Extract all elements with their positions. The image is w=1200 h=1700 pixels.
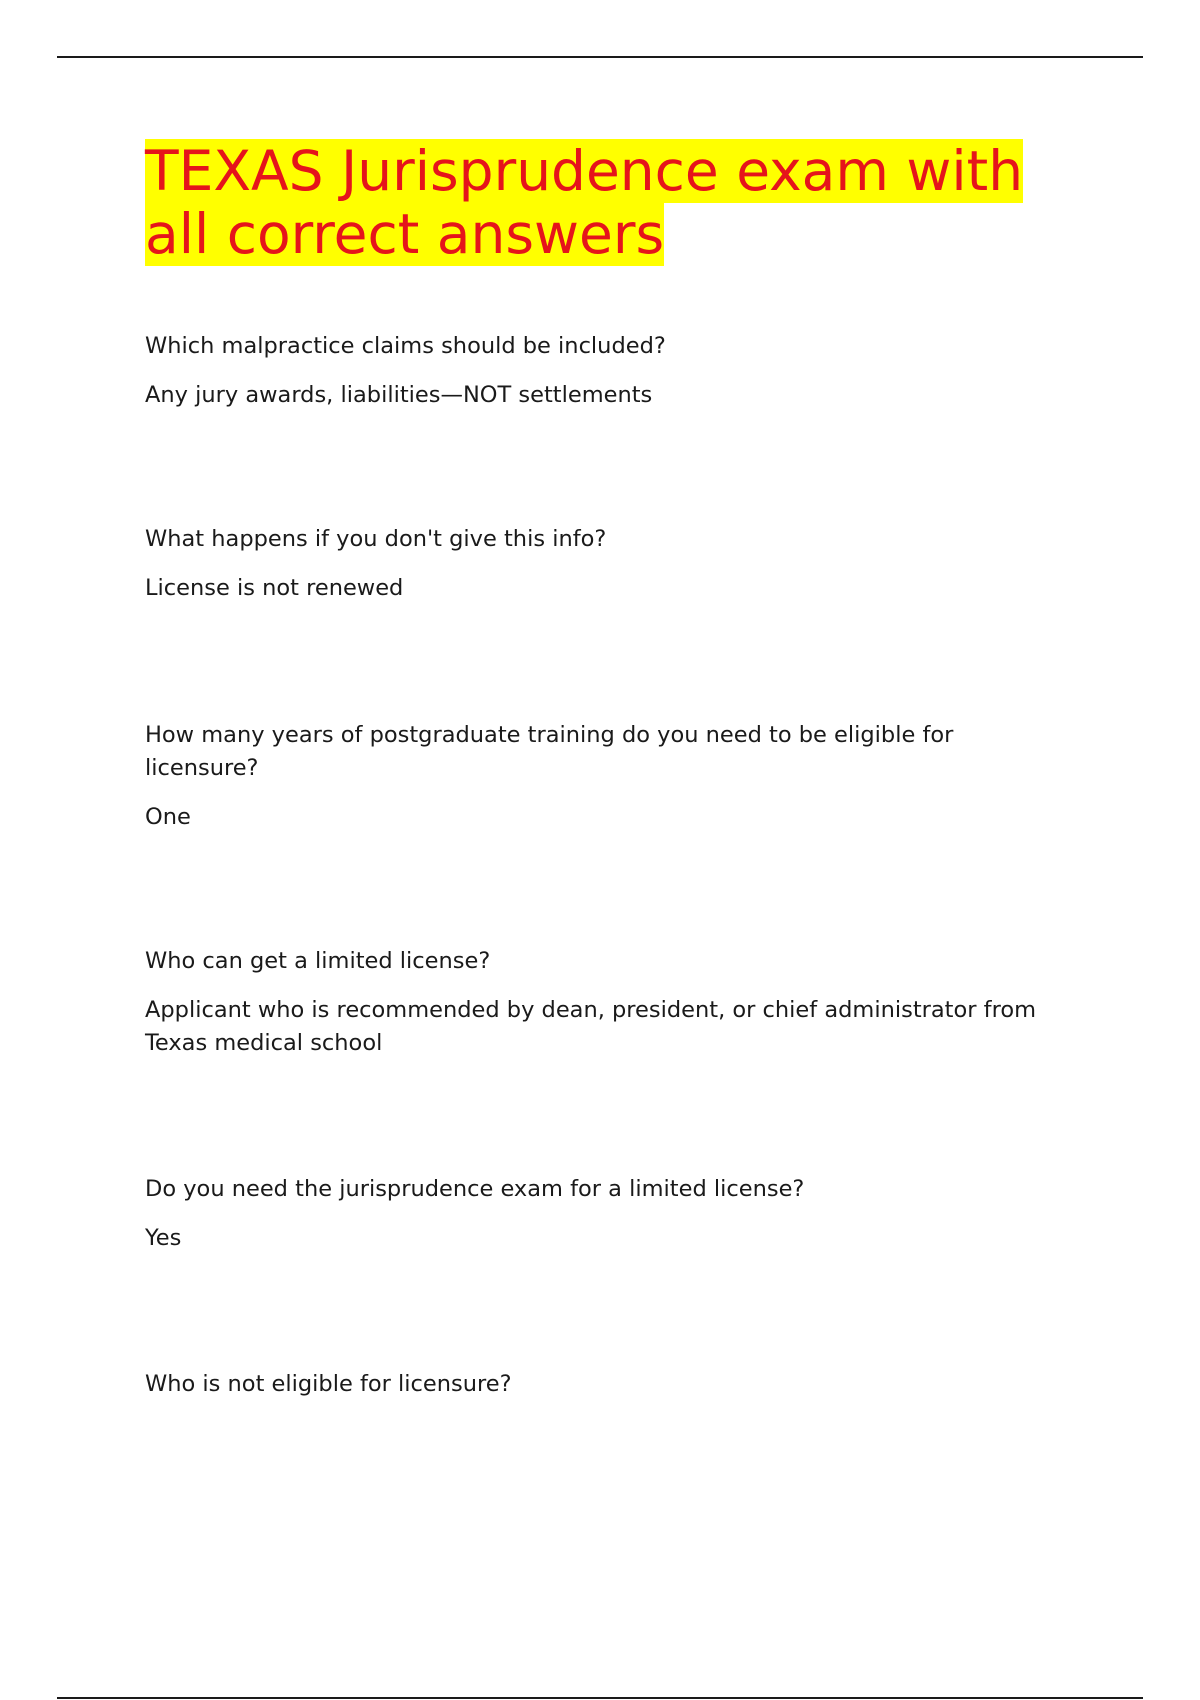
answer-text: Applicant who is recommended by dean, president, or chief administrator from Texas medical school [145, 997, 1037, 1056]
question-text: What happens if you don't give this info? [145, 526, 607, 552]
question-text: Do you need the jurisprudence exam for a limited license? [145, 1176, 805, 1202]
answer-text: One [145, 804, 191, 830]
document-title-text: TEXAS Jurisprudence exam with all correct answers [145, 139, 1024, 266]
answer-text: Yes [145, 1225, 182, 1251]
question-text: How many years of postgraduate training do you need to be eligible for licensure? [145, 722, 954, 781]
answer-text: License is not renewed [145, 575, 404, 601]
document-title [145, 140, 1045, 266]
qa-item-5 [145, 1173, 1065, 1255]
qa-item-6 [145, 1368, 1065, 1401]
question-text: Which malpractice claims should be included? [145, 333, 666, 359]
top-rule [57, 56, 1143, 58]
question-text: Who can get a limited license? [145, 948, 491, 974]
question-text: Who is not eligible for licensure? [145, 1371, 512, 1397]
qa-item-3 [145, 719, 1065, 834]
qa-item-1 [145, 330, 1065, 412]
bottom-rule [57, 1697, 1143, 1699]
qa-item-2 [145, 523, 1065, 605]
answer-text: Any jury awards, liabilities—NOT settlements [145, 382, 653, 408]
qa-item-4 [145, 945, 1065, 1060]
